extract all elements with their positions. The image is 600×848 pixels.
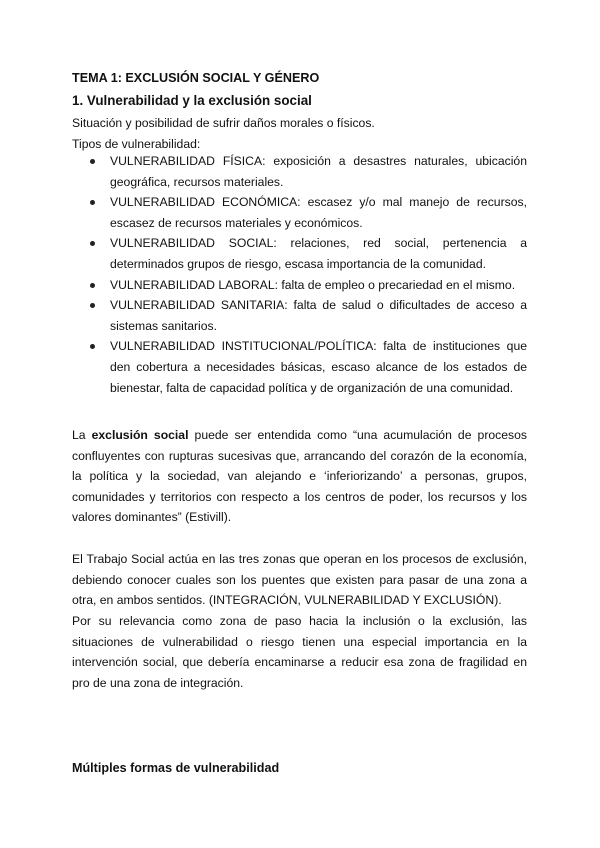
vulnerability-types-list: [72, 151, 527, 398]
list-item: VULNERABILIDAD FÍSICA: exposición a desastres naturales, ubicación geográfica, recursos materiales.: [72, 151, 527, 192]
paragraph-prefix: La: [72, 428, 92, 442]
trabajo-social-paragraph: El Trabajo Social actúa en las tres zonas que operan en los procesos de exclusión, debiendo conocer cuales son los puentes que existen para pasar de una zona a otra, en ambos sentidos. (INTEGRACIÓN, VULNERABILIDAD Y EXCLUSIÓN).: [72, 552, 527, 608]
list-item: VULNERABILIDAD INSTITUCIONAL/POLÍTICA: falta de instituciones que den cobertura a necesidades básicas, escaso alcance de los estados de bienestar, falta de capacidad política y de organización de una comunidad.: [72, 336, 527, 398]
paragraph-body: puede ser entendida como “una acumulación de procesos confluyentes con rupturas sucesivas que, arrancando del corazón de la economía, la política y la sociedad, van alejando e ‘inferiorizando’ a personas, grupos, comunidades y territorios con respecto a los centros de poder, los recursos y los valores dominantes” (Estivill).: [72, 428, 527, 525]
definition-text: Situación y posibilidad de sufrir daños morales o físicos.: [72, 116, 375, 130]
types-heading: Tipos de vulnerabilidad:: [72, 137, 201, 151]
relevancia-paragraph: Por su relevancia como zona de paso hacia la inclusión o la exclusión, las situaciones de vulnerabilidad o riesgo tienen una especial importancia en la intervención social, que debería encaminarse a reducir esa zona de fragilidad en pro de una zona de integración.: [72, 614, 527, 690]
exclusion-paragraph: [72, 425, 527, 528]
highlighted-term: exclusión social: [91, 428, 189, 442]
section-heading: 1. Vulnerabilidad y la exclusión social: [72, 93, 312, 108]
list-item: VULNERABILIDAD ECONÓMICA: escasez y/o mal manejo de recursos, escasez de recursos materiales y económicos.: [72, 192, 527, 233]
list-item: VULNERABILIDAD SANITARIA: falta de salud o dificultades de acceso a sistemas sanitarios.: [72, 295, 527, 336]
list-item: VULNERABILIDAD LABORAL: falta de empleo o precariedad en el mismo.: [72, 275, 527, 296]
section-heading-2: Múltiples formas de vulnerabilidad: [72, 761, 280, 775]
list-item: VULNERABILIDAD SOCIAL: relaciones, red social, pertenencia a determinados grupos de riesgo, escasa importancia de la comunidad.: [72, 233, 527, 274]
document-title: TEMA 1: EXCLUSIÓN SOCIAL Y GÉNERO: [72, 71, 320, 85]
